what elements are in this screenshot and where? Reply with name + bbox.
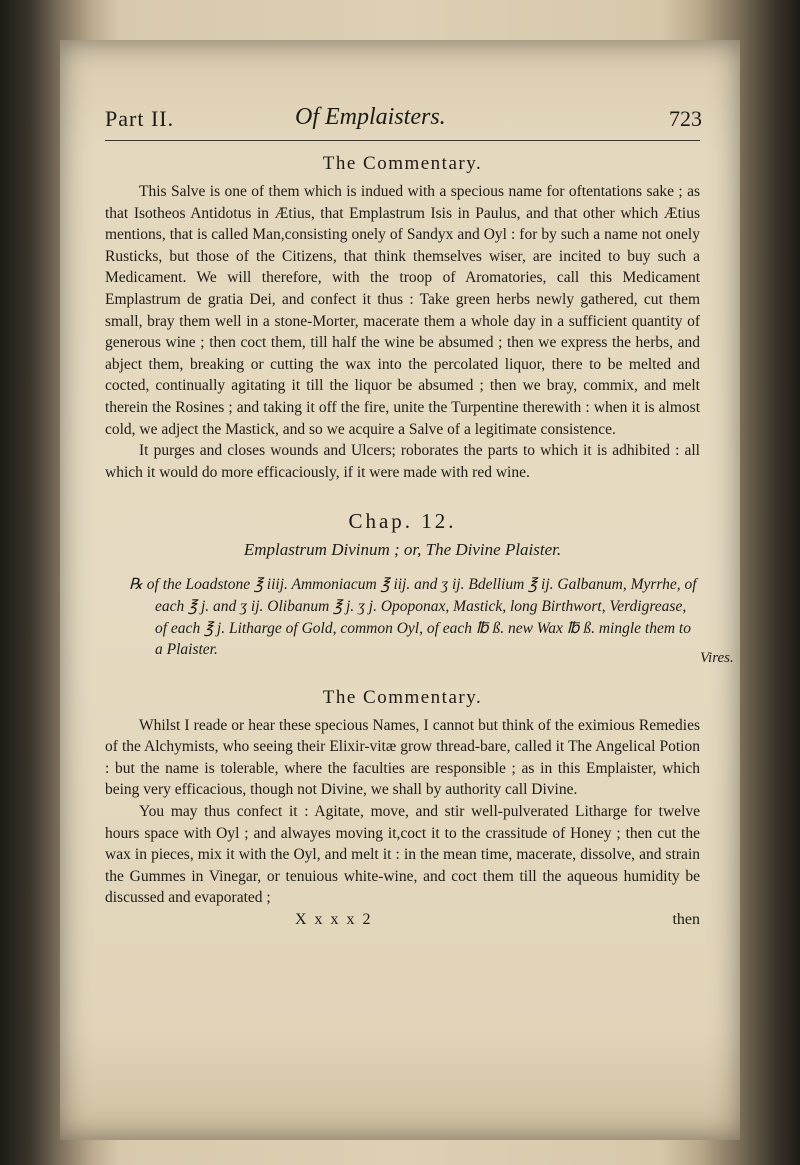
- paragraph-2: It purges and closes wounds and Ulcers; roborates the parts to which it is adhibited : all which it would do more efficaciously, if it were made with red wine.: [105, 442, 700, 481]
- header-title: Of Emplaisters.: [295, 104, 446, 130]
- commentary-heading: The Commentary.: [322, 153, 483, 174]
- header-part: Part II.: [105, 106, 175, 131]
- page-text: [105, 100, 700, 933]
- paragraph-3: Whilst I reade or hear these specious Names, I cannot but think of the eximious Remedies of the Alchymists, who seeing their Elixir-vitæ grow thread-bare, called it The Angelical Potion : but the name is tolerable, where the faculties are responsible ; as in this Emplaister, which being very efficacious, though not Divine, we shall by authority call Divine.: [105, 716, 700, 799]
- footer-line: [105, 911, 700, 933]
- signature-mark: X x x x 2: [295, 911, 373, 929]
- paragraph-1: This Salve is one of them which is indued with a specious name for oftentations sake ; as that Isotheos Antidotus in Ætius, that Emplastrum Isis in Paulus, and that other which Ætius mentions, that is called Man,consisting onely of Sandyx and Oyl : for by such a name not onely Rusticks, but those of the Citizens, that think themselves wiser, are incited to buy such a Medicament. We will therefore, with the troop of Aromatories, call this Medicament Emplastrum de gratia Dei, and confect it thus : Take green herbs newly gathered, cut them small, bray them well in a stone-Morter, macerate them a whole day in a sufficient quantity of generous wine ; then coct them, till half the wine be absumed ; then we express the herbs, and abject them, breaking or cutting the wax into the percolated liquor, there to be melted and cocted, continually agitating it till the liquor be absumed ; then we bray, commix, and melt therein the Rosines ; and taking it off the fire, unite the Turpentine therewith : when it is almost cold, we adject the Mastick, and so we acquire a Salve of a legitimate consistence.: [105, 183, 700, 438]
- page-number: 723: [669, 106, 702, 131]
- margin-note: Vires.: [700, 650, 734, 666]
- commentary-heading-2: The Commentary.: [322, 686, 483, 708]
- running-header: [105, 100, 700, 141]
- chapter-subtitle: Emplastrum Divinum ; or, The Divine Plaister.: [243, 540, 562, 560]
- chapter-heading: Chap. 12.: [348, 509, 457, 534]
- paragraph-4: You may thus confect it : Agitate, move, and stir well-pulverated Litharge for twelve hours space with Oyl ; and alwayes moving it,coct it to the crassitude of Honey ; then cut the wax in pieces, mix it with the Oyl, and melt it : in the mean time, macerate, dissolve, and strain the Gummes in Vinegar, or tenuious white-wine, and coct them till the aqueous humidity be discussed and evaporated ;: [105, 803, 700, 907]
- recipe-text: ℞ of the Loadstone ℥ iiij. Ammoniacum ℥ iij. and ʒ ij. Bdellium ℥ ij. Galbanum, Myrrhe, of each ℥ j. and ʒ ij. Olibanum ℥ j. ʒ j. Opoponax, Mastick, long Birthwort, Verdigrease, of each ℥ j. Litharge of Gold, common Oyl, of each ℔ ß. new Wax ℔ ß. mingle them to a Plaister.: [129, 576, 697, 659]
- catchword: then: [672, 911, 700, 929]
